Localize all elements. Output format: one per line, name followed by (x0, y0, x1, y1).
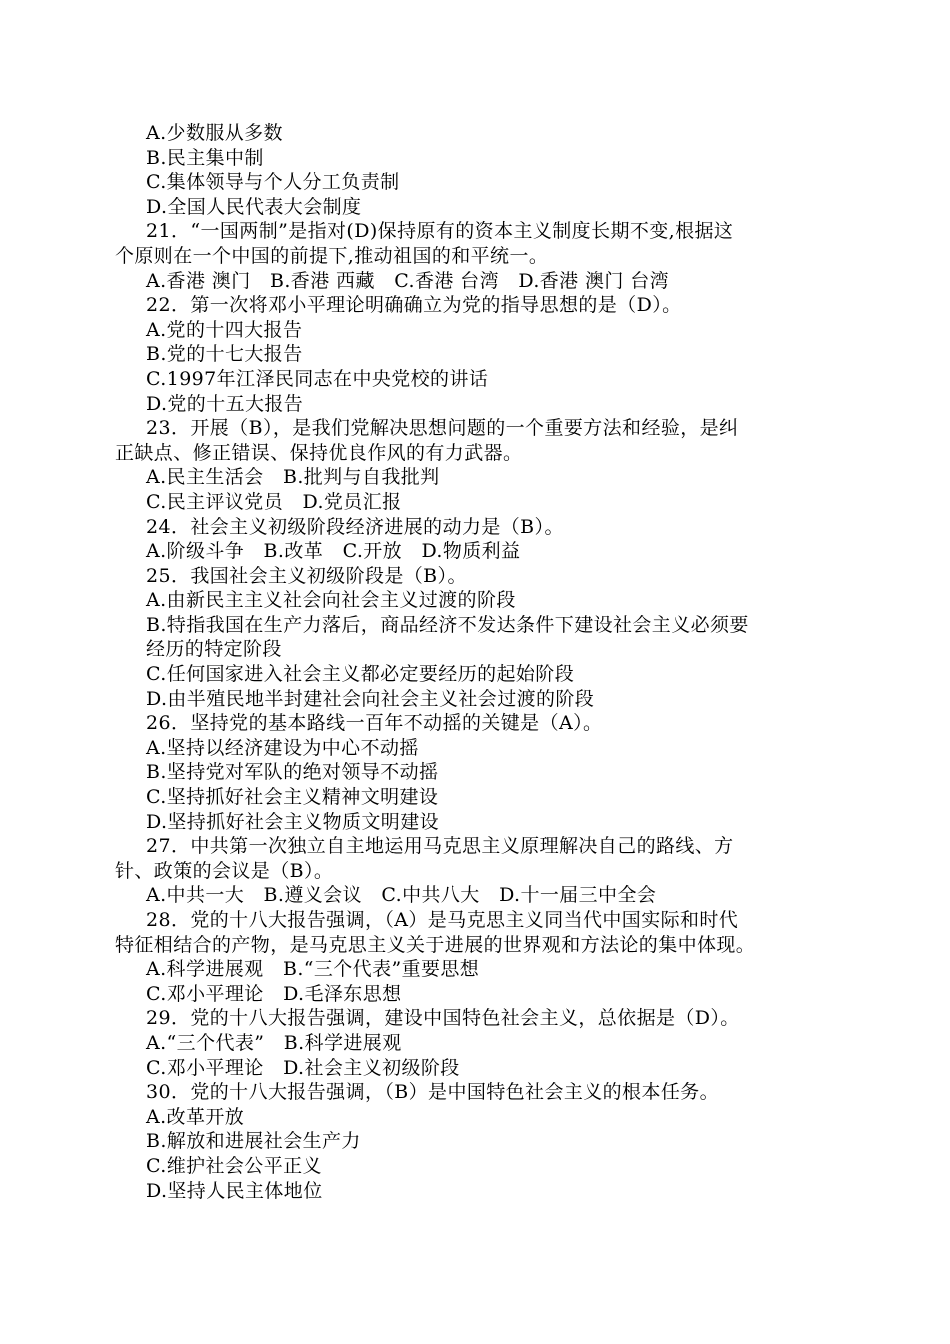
answer-option-line: A.科学进展观 B.“三个代表”重要思想 (146, 958, 480, 981)
answer-option-line: A.阶级斗争 B.改革 C.开放 D.物质利益 (146, 540, 521, 563)
answer-option-line: A.坚持以经济建设为中心不动摇 (146, 736, 419, 759)
answer-option-line: C.邓小平理论 D.毛泽东思想 (146, 982, 402, 1005)
answer-option-line: B.坚持党对军队的绝对领导不动摇 (146, 761, 439, 784)
answer-option-line: A.由新民主主义社会向社会主义过渡的阶段 (146, 589, 516, 612)
question-line: 27．中共第一次独立自主地运用马克思主义原理解决自己的路线、方 (146, 835, 734, 858)
answer-option-line: B.特指我国在生产力落后，商品经济不发达条件下建设社会主义必须要 (146, 613, 749, 636)
answer-option-line: D.全国人民代表大会制度 (146, 195, 362, 218)
question-continuation-line: 正缺点、修正错误、保持优良作风的有力武器。 (115, 441, 523, 464)
question-continuation-line: 针、政策的会议是（B）。 (115, 859, 334, 882)
question-line: 21．“一国两制”是指对(D)保持原有的资本主义制度长期不变,根据这 (146, 220, 734, 243)
question-line: 22．第一次将邓小平理论明确确立为党的指导思想的是（D）。 (146, 294, 682, 317)
answer-option-line: A.中共一大 B.遵义会议 C.中共八大 D.十一届三中全会 (146, 884, 657, 907)
answer-option-line: 经历的特定阶段 (146, 638, 282, 661)
question-line: 30．党的十八大报告强调，（B）是中国特色社会主义的根本任务。 (146, 1081, 720, 1104)
answer-option-line: A.党的十四大报告 (146, 318, 303, 341)
answer-option-line: C.民主评议党员 D.党员汇报 (146, 490, 402, 513)
answer-option-line: D.坚持人民主体地位 (146, 1179, 323, 1202)
answer-option-line: C.集体领导与个人分工负责制 (146, 171, 400, 194)
question-continuation-line: 特征相结合的产物，是马克思主义关于进展的世界观和方法论的集中体现。 (115, 933, 756, 956)
answer-option-line: C.坚持抓好社会主义精神文明建设 (146, 786, 439, 809)
question-line: 23．开展（B），是我们党解决思想问题的一个重要方法和经验，是纠 (146, 417, 739, 440)
answer-option-line: C.任何国家进入社会主义都必定要经历的起始阶段 (146, 663, 575, 686)
answer-option-line: D.坚持抓好社会主义物质文明建设 (146, 810, 439, 833)
answer-option-line: A.民主生活会 B.批判与自我批判 (146, 466, 440, 489)
answer-option-line: A.“三个代表” B.科学进展观 (146, 1031, 402, 1054)
answer-option-line: D.党的十五大报告 (146, 392, 304, 415)
question-line: 28．党的十八大报告强调，（A）是马克思主义同当代中国实际和时代 (146, 909, 739, 931)
answer-option-line: C.维护社会公平正义 (146, 1154, 322, 1177)
question-line: 29．党的十八大报告强调，建设中国特色社会主义，总依据是（D）。 (146, 1007, 740, 1030)
question-continuation-line: 个原则在一个中国的前提下,推动祖国的和平统一。 (115, 244, 549, 267)
answer-option-line: B.党的十七大报告 (146, 343, 303, 366)
answer-option-line: A.香港 澳门 B.香港 西藏 C.香港 台湾 D.香港 澳门 台湾 (146, 269, 670, 292)
answer-option-line: B.解放和进展社会生产力 (146, 1130, 361, 1153)
question-line: 25．我国社会主义初级阶段是（B）。 (146, 564, 467, 587)
answer-option-line: C.邓小平理论 D.社会主义初级阶段 (146, 1056, 460, 1079)
question-line: 26．坚持党的基本路线一百年不动摇的关键是（A）。 (146, 712, 603, 735)
answer-option-line: A.少数服从多数 (146, 122, 283, 144)
answer-option-line: C.1997年江泽民同志在中央党校的讲话 (146, 367, 489, 390)
answer-option-line: D.由半殖民地半封建社会向社会主义社会过渡的阶段 (146, 687, 595, 710)
answer-option-line: A.改革开放 (146, 1105, 245, 1128)
answer-option-line: B.民主集中制 (146, 146, 264, 169)
question-line: 24．社会主义初级阶段经济进展的动力是（B）。 (146, 515, 564, 538)
